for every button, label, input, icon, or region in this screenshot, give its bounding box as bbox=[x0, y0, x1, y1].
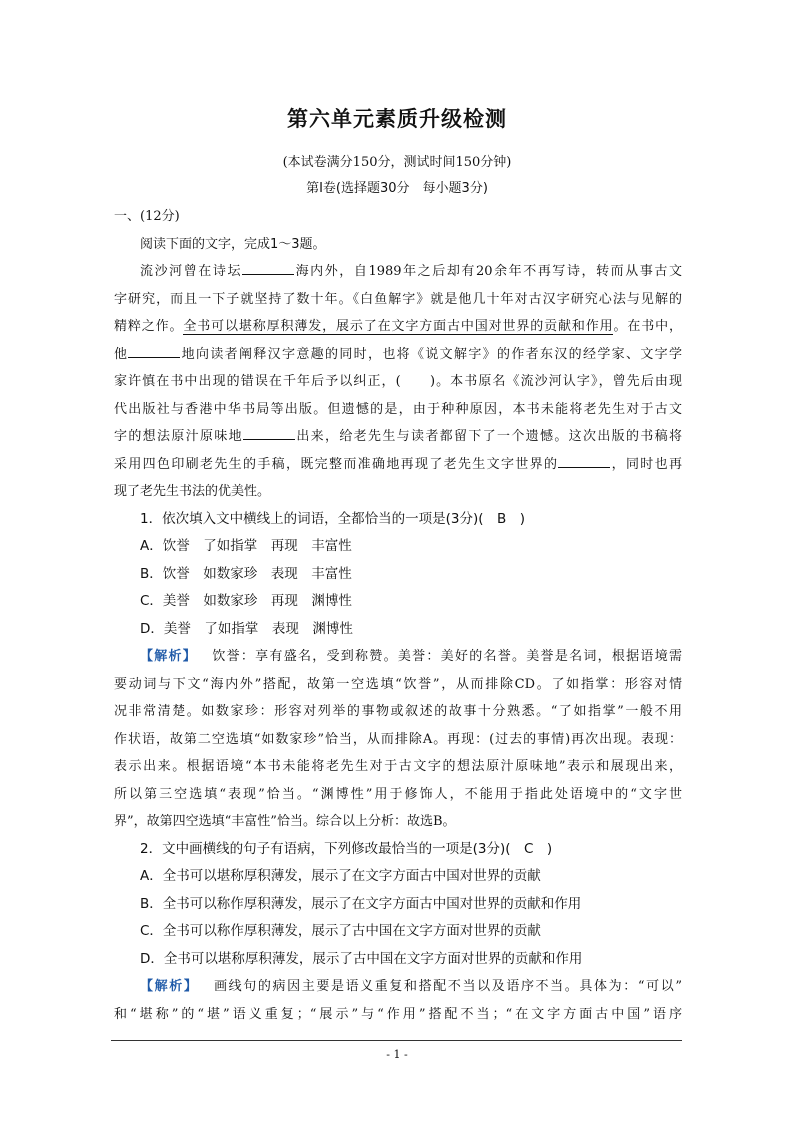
document-body bbox=[114, 203, 682, 1028]
analysis-line: 所以第三空选填“表现”恰当。“渊博性”用于修饰人，不能用于指此处语境中的“文字世 bbox=[114, 786, 682, 802]
analysis-line: 界”，故第四空选填“丰富性”恰当。综合以上分析：故选B。 bbox=[114, 814, 456, 829]
analysis-tag: 【解析】 bbox=[140, 979, 199, 994]
passage-line: 他 地向读者阐释汉字意趣的同时，也将《说文解字》的作者东汉的经学家、文字学 bbox=[114, 341, 682, 369]
question-2-option-b: B．全书可以称作厚积薄发，展示了在文字方面古中国对世界的贡献和作用 bbox=[140, 895, 582, 912]
fill-blank bbox=[128, 343, 180, 358]
fill-blank bbox=[558, 453, 610, 468]
analysis-line: 表示出来。根据语境“本书未能将老先生对于古文字的想法原汁原味地”表示和展现出来， bbox=[114, 759, 682, 774]
reading-passage bbox=[114, 258, 682, 506]
passage-line: 字研究，而且一下子就坚持了数十年。《白鱼解字》就是他几十年对古汉字研究心法与见解的 bbox=[114, 291, 682, 307]
fill-blank bbox=[242, 260, 294, 275]
question-1-option-a: A．饮誉 了如指掌 再现 丰富性 bbox=[140, 538, 352, 554]
question-2-analysis bbox=[114, 973, 682, 1028]
passage-line: 代出版社与香港中华书局等出版。但遗憾的是，由于种种原因，本书未能将老先生对于古文 bbox=[114, 401, 682, 417]
passage-line: 采用四色印刷老先生的手稿，既完整而准确地再现了老先生文字世界的 ，同时也再 bbox=[114, 451, 682, 479]
footer-divider bbox=[111, 1040, 682, 1041]
question-1-analysis bbox=[114, 643, 682, 836]
volume-heading: 第Ⅰ卷(选择题30分 每小题3分) bbox=[306, 181, 488, 196]
passage-line: 现了老先生书法的优美性。 bbox=[114, 484, 271, 499]
passage-line: 流沙河曾在诗坛 海内外，自1989年之后却有20余年不再写诗，转而从事古文 bbox=[114, 258, 682, 286]
question-1-option-b: B．饮誉 如数家珍 表现 丰富性 bbox=[140, 565, 352, 582]
question-2-option-c: C．全书可以称作厚积薄发，展示了古中国在文字方面对世界的贡献 bbox=[140, 923, 541, 939]
analysis-line: 【解析】 画线句的病因主要是语义重复和搭配不当以及语序不当。具体为：“可以” bbox=[140, 979, 682, 994]
passage-line: 字的想法原汁原味地 出来，给老先生与读者都留下了一个遗憾。这次出版的书稿将 bbox=[114, 423, 682, 451]
section-heading: 一、(12分) bbox=[114, 209, 180, 224]
fill-blank bbox=[243, 425, 295, 440]
question-2-stem: 2．文中画横线的句子有语病，下列修改最恰当的一项是(3分)( C ) bbox=[140, 840, 553, 857]
analysis-line: 和“堪称”的“堪”语义重复；“展示”与“作用”搭配不当；“在文字方面古中国”语序 bbox=[114, 1006, 682, 1022]
analysis-line: 要动词与下文“海内外”搭配，故第一空选填“饮誉”，从而排除CD。了如指掌：形容对情 bbox=[114, 676, 682, 692]
analysis-tag: 【解析】 bbox=[140, 649, 198, 664]
analysis-line: 作状语，故第二空选填“如数家珍”恰当，从而排除A。再现：(过去的事情)再次出现。表现： bbox=[114, 731, 682, 747]
question-1-stem: 1．依次填入文中横线上的词语，全都恰当的一项是(3分)( B ) bbox=[140, 510, 526, 527]
page-number: - 1 - bbox=[386, 1048, 408, 1061]
question-1-option-c: C．美誉 如数家珍 再现 渊博性 bbox=[140, 593, 352, 609]
instruction: 阅读下面的文字，完成1～3题。 bbox=[140, 236, 326, 252]
passage-line: 精粹之作。全书可以堪称厚积薄发，展示了在文字方面古中国对世界的贡献和作用。在书中， bbox=[114, 319, 682, 334]
question-1-option-d: D．美誉 了如指掌 表现 渊博性 bbox=[140, 620, 353, 637]
exam-info: (本试卷满分150分，测试时间150分钟) bbox=[282, 155, 512, 170]
analysis-line: 【解析】 饮誉：享有盛名，受到称赞。美誉：美好的名誉。美誉是名词，根据语境需 bbox=[140, 649, 682, 664]
passage-line: 家许慎在书中出现的错误在千年后予以纠正，( )。本书原名《流沙河认字》，曾先后由现 bbox=[114, 374, 682, 389]
question-2-option-a: A．全书可以堪称厚积薄发，展示了在文字方面古中国对世界的贡献 bbox=[140, 868, 541, 884]
underlined-sentence: 全书可以堪称厚积薄发，展示了在文字方面古中国对世界的贡献和作用 bbox=[183, 319, 614, 334]
question-2-option-d: D．全书可以堪称厚积薄发，展示了古中国在文字方面对世界的贡献和作用 bbox=[140, 950, 583, 967]
page-title: 第六单元素质升级检测 bbox=[287, 107, 507, 131]
analysis-line: 况非常清楚。如数家珍：形容对列举的事物或叙述的故事十分熟悉。“了如指掌”一般不用 bbox=[114, 704, 682, 719]
